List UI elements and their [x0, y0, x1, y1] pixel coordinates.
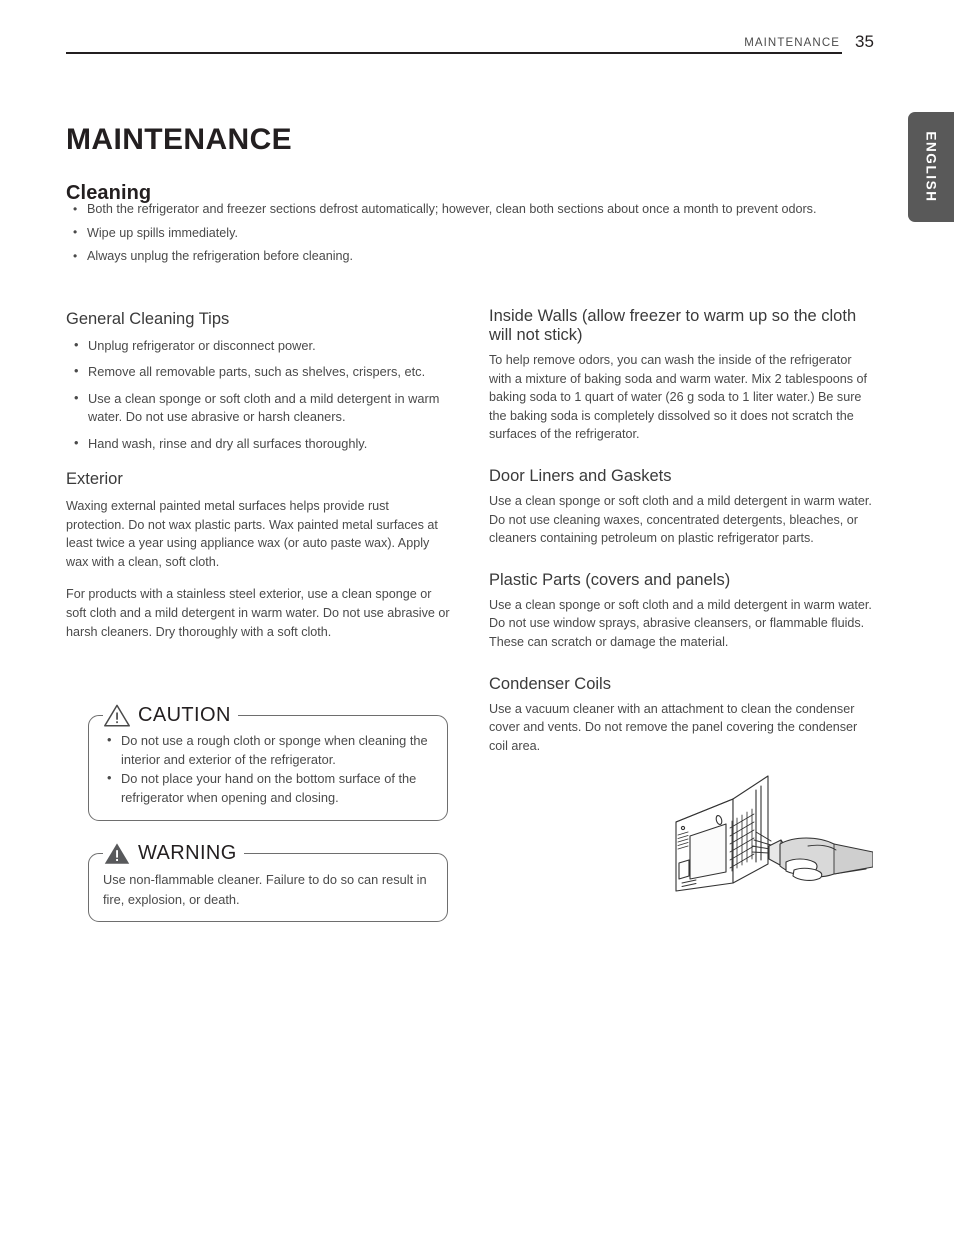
warning-text: Use non-flammable cleaner. Failure to do so can result in fire, explosion, or death. [103, 872, 427, 907]
left-column [66, 309, 450, 655]
list-item: • Unplug refrigerator or disconnect power. [66, 337, 450, 355]
exterior-paragraph-1: Waxing external painted metal surfaces helps provide rust protection. Do not wax plastic parts. Wax painted metal surfaces at least twice a year using appliance wax (or auto paste wax). Apply wax with a clean, soft cloth. [66, 499, 438, 569]
warning-title: WARNING [138, 841, 237, 864]
warning-header [103, 839, 244, 867]
warning-triangle-filled-icon [103, 841, 131, 866]
door-liners-body: Use a clean sponge or soft cloth and a mild detergent in warm water. Do not use cleaning waxes, concentrated detergents, bleaches, or cleaners containing petroleum on plastic refrigerator parts. [489, 493, 872, 546]
page-title: MAINTENANCE [66, 123, 293, 157]
heading-door-liners-and-gaskets: Door Liners and Gaskets [489, 466, 672, 485]
section-title-cleaning: Cleaning [66, 181, 152, 204]
page-number: 35 [855, 32, 874, 51]
heading-exterior: Exterior [66, 470, 123, 489]
heading-plastic-parts: Plastic Parts (covers and panels) [489, 570, 731, 589]
caution-list [103, 732, 433, 807]
exterior-paragraph-2: For products with a stainless steel exterior, use a clean sponge or soft cloth and a mild detergent in warm water. Do not use abrasive or harsh cleaners. Dry thoroughly with a soft cloth. [66, 587, 450, 639]
heading-general-cleaning-tips: General Cleaning Tips [66, 310, 230, 328]
running-head: MAINTENANCE [744, 37, 840, 49]
list-item: • Always unplug the refrigeration before cleaning. [66, 248, 856, 266]
right-column [489, 307, 874, 769]
figure-svg [668, 766, 873, 911]
condenser-coils-body: Use a vacuum cleaner with an attachment to clean the condenser cover and vents. Do not remove the panel covering the condenser coil area. [489, 701, 858, 753]
general-cleaning-tips-list [66, 337, 450, 453]
caution-title: CAUTION [138, 703, 231, 726]
warning-box [88, 841, 448, 922]
caution-box [88, 703, 448, 821]
list-item: • Remove all removable parts, such as shelves, crispers, etc. [66, 363, 450, 381]
plastic-parts-body: Use a clean sponge or soft cloth and a mild detergent in warm water. Do not use window sprays, abrasive cleansers, or flammable fluids. These can scratch or damage the material. [489, 597, 872, 649]
list-item: • Both the refrigerator and freezer sections defrost automatically; however, clean both sections about once a month to prevent odors. [66, 201, 856, 219]
heading-inside-walls: Inside Walls (allow freezer to warm up so the cloth will not stick) [489, 307, 857, 344]
intro-bullet-list [66, 201, 856, 272]
page-header [66, 30, 842, 54]
heading-condenser-coils: Condenser Coils [489, 674, 611, 693]
header-rule [66, 52, 842, 54]
list-item: • Do not place your hand on the bottom surface of the refrigerator when opening and closing. [103, 770, 433, 807]
language-tab-label: ENGLISH [923, 131, 939, 203]
warning-triangle-outline-icon [103, 703, 131, 728]
vacuuming-condenser-vent-illustration [668, 766, 873, 911]
list-item: • Use a clean sponge or soft cloth and a mild detergent in warm water. Do not use abrasive or harsh cleaners. [66, 390, 450, 427]
list-item: • Do not use a rough cloth or sponge when cleaning the interior and exterior of the refrigerator. [103, 732, 433, 769]
inside-walls-body: To help remove odors, you can wash the inside of the refrigerator with a mixture of baking soda and warm water. Mix 2 tablespoons of baking soda to 1 quart of water (26 g soda to 1 liter water.) Be sure the baking soda is completely dissolved so it does not scratch the surfaces of the refrigerator. [489, 353, 868, 442]
list-item: • Hand wash, rinse and dry all surfaces thoroughly. [66, 435, 450, 453]
language-tab-english [908, 112, 954, 222]
list-item: • Wipe up spills immediately. [66, 225, 856, 243]
caution-header [103, 701, 238, 729]
